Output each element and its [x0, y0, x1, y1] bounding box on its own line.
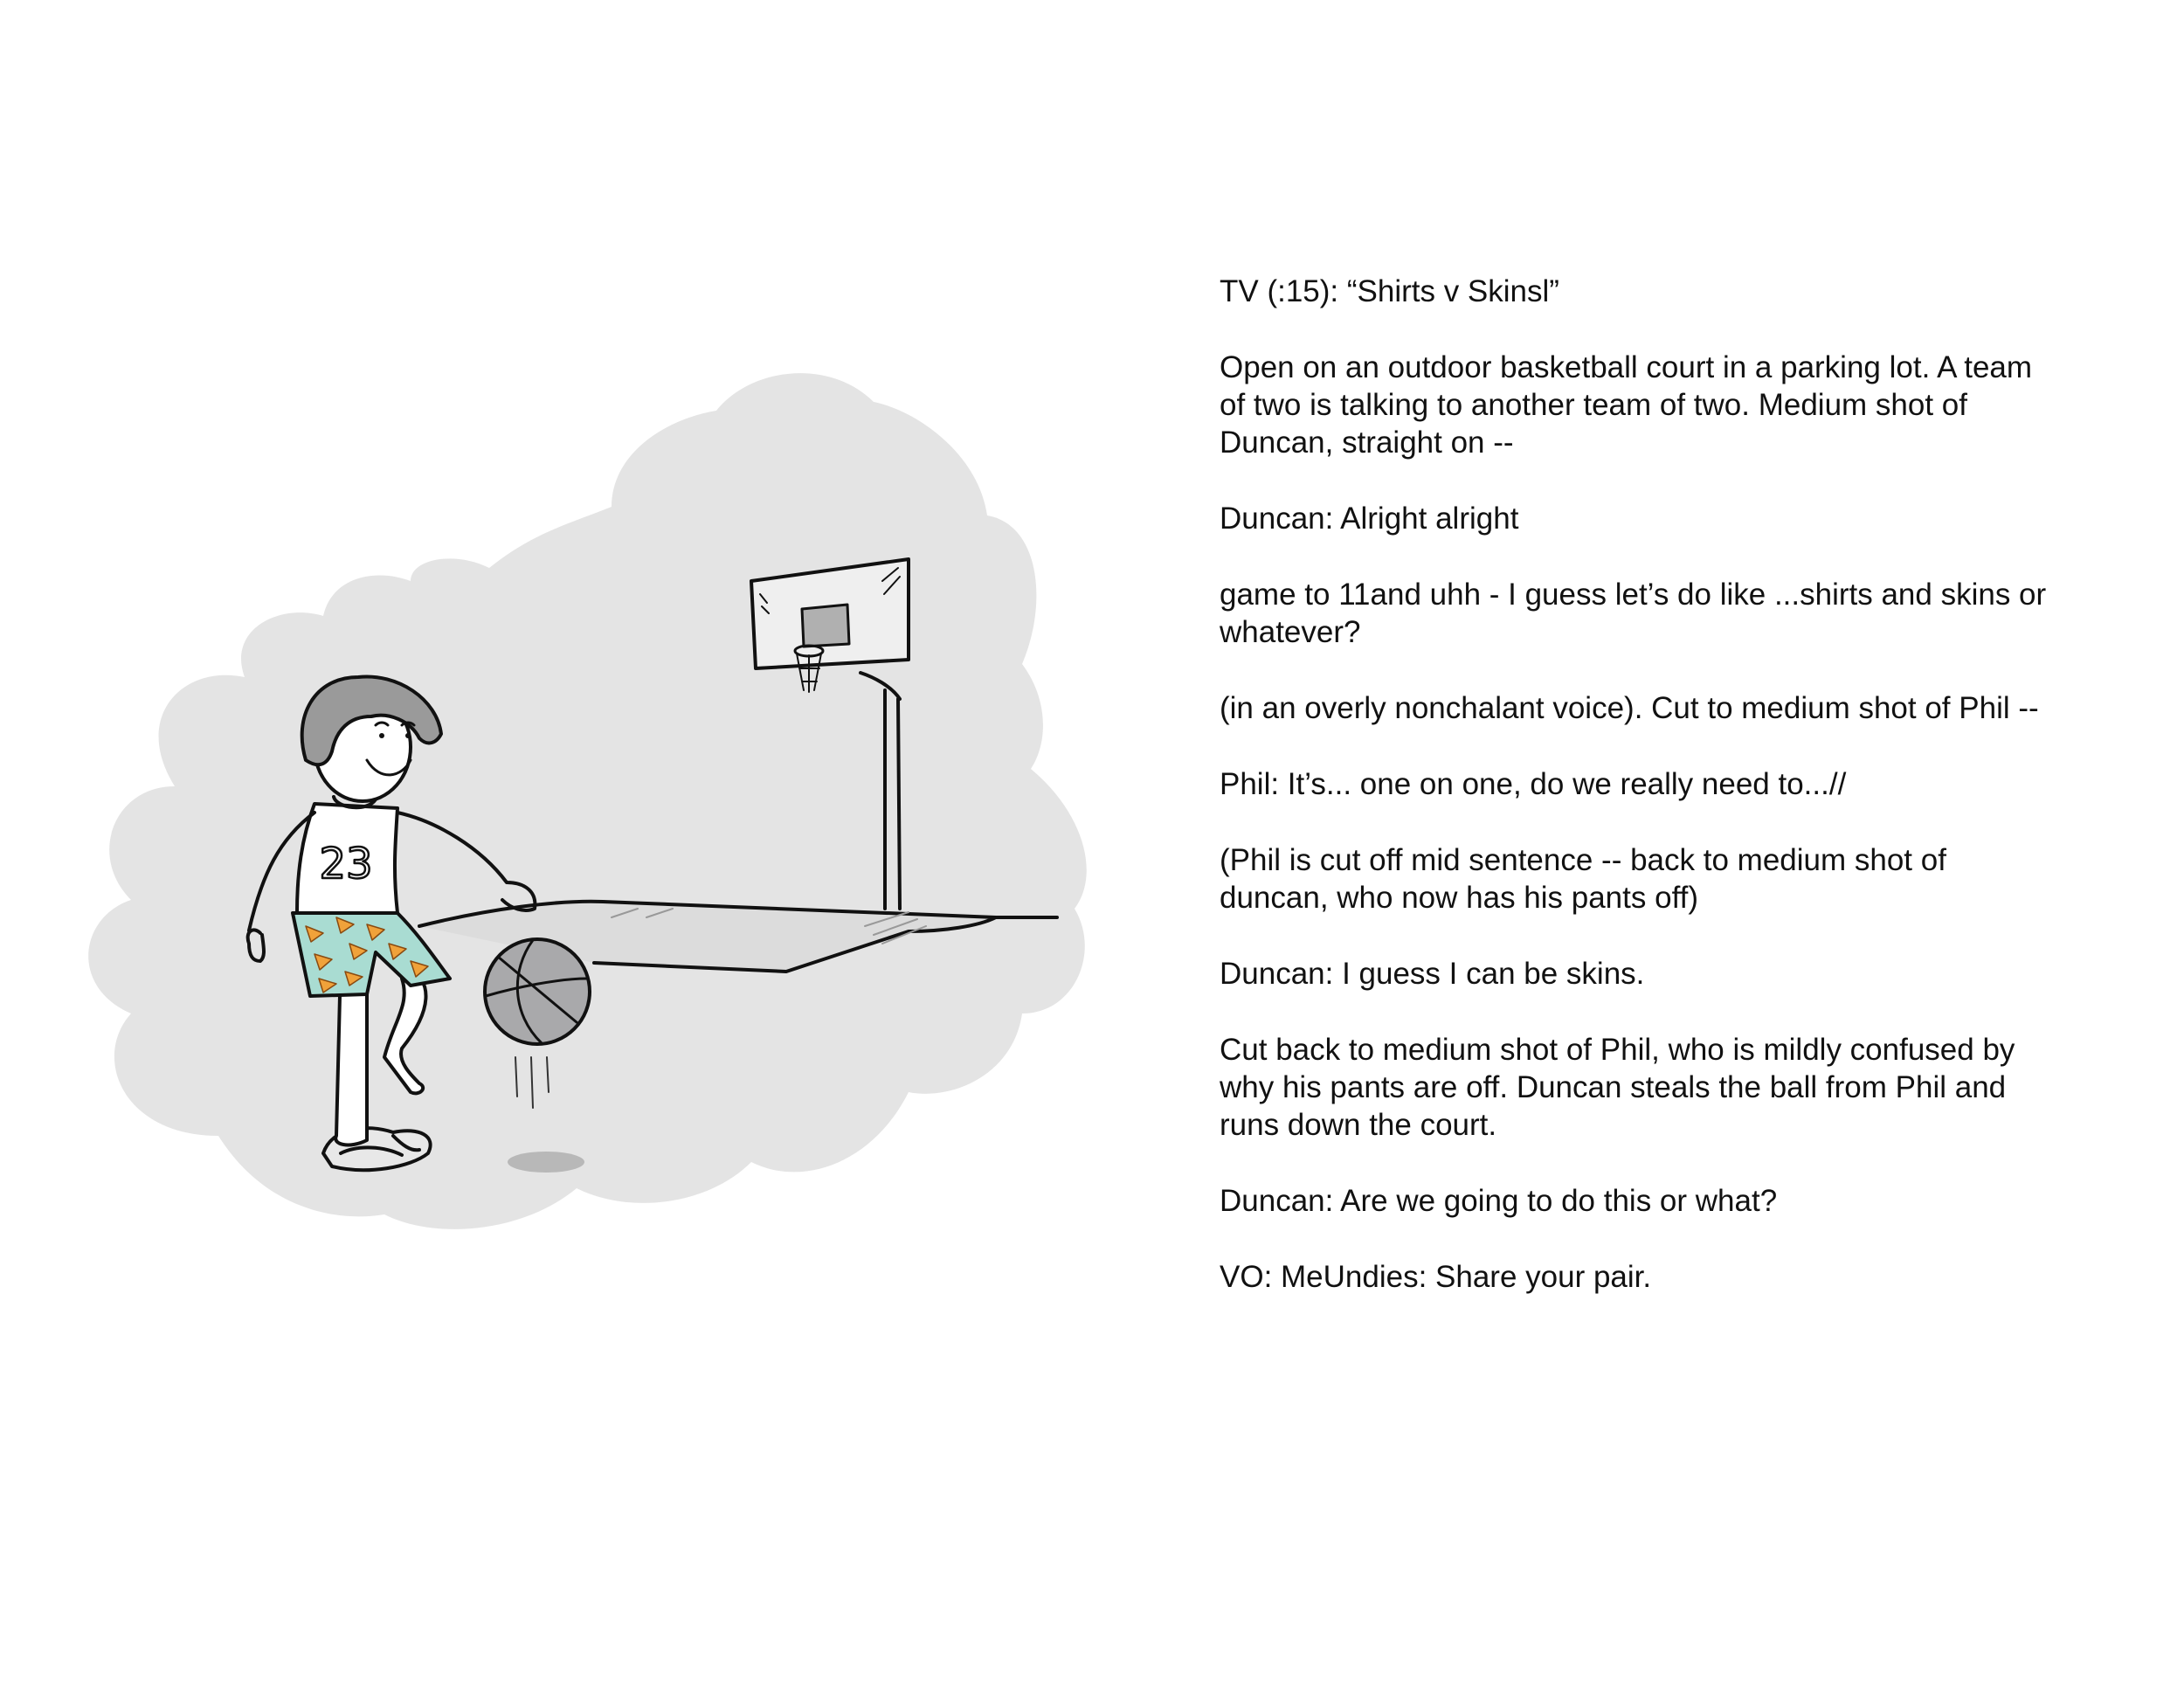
- jersey-number: 23: [319, 840, 373, 889]
- basketball-icon: [485, 939, 590, 1044]
- script-paragraph: Duncan: I guess I can be skins.: [1220, 957, 1645, 991]
- script-title: TV (:15): “Shirts v Skinsl”: [1220, 274, 1559, 308]
- script-paragraph: (in an overly nonchalant voice). Cut to medium shot of Phil --: [1220, 691, 2039, 725]
- script-paragraph: Cut back to medium shot of Phil, who is mildly confused by why his pants are off. Duncan steals the ball from Phil and runs down the court.: [1220, 1033, 2015, 1142]
- script-paragraph: Phil: It’s... one on one, do we really need to...//: [1220, 767, 1847, 801]
- script-paragraph: Duncan: Alright alright: [1220, 502, 1519, 536]
- script-paragraph: VO: MeUndies: Share your pair.: [1220, 1260, 1652, 1294]
- script-text: [1220, 273, 2058, 1334]
- ball-shadow: [508, 1152, 584, 1173]
- cloud-background: [88, 373, 1087, 1229]
- script-paragraph: (Phil is cut off mid sentence -- back to medium shot of duncan, who now has his pants off): [1220, 843, 1946, 915]
- script-paragraph: game to 11and uhh - I guess let’s do like ...shirts and skins or whatever?: [1220, 578, 2047, 649]
- script-paragraph: Open on an outdoor basketball court in a parking lot. A team of two is talking to another team of two. Medium shot of Duncan, straight on --: [1220, 350, 2033, 460]
- script-paragraph: Duncan: Are we going to do this or what?: [1220, 1184, 1778, 1218]
